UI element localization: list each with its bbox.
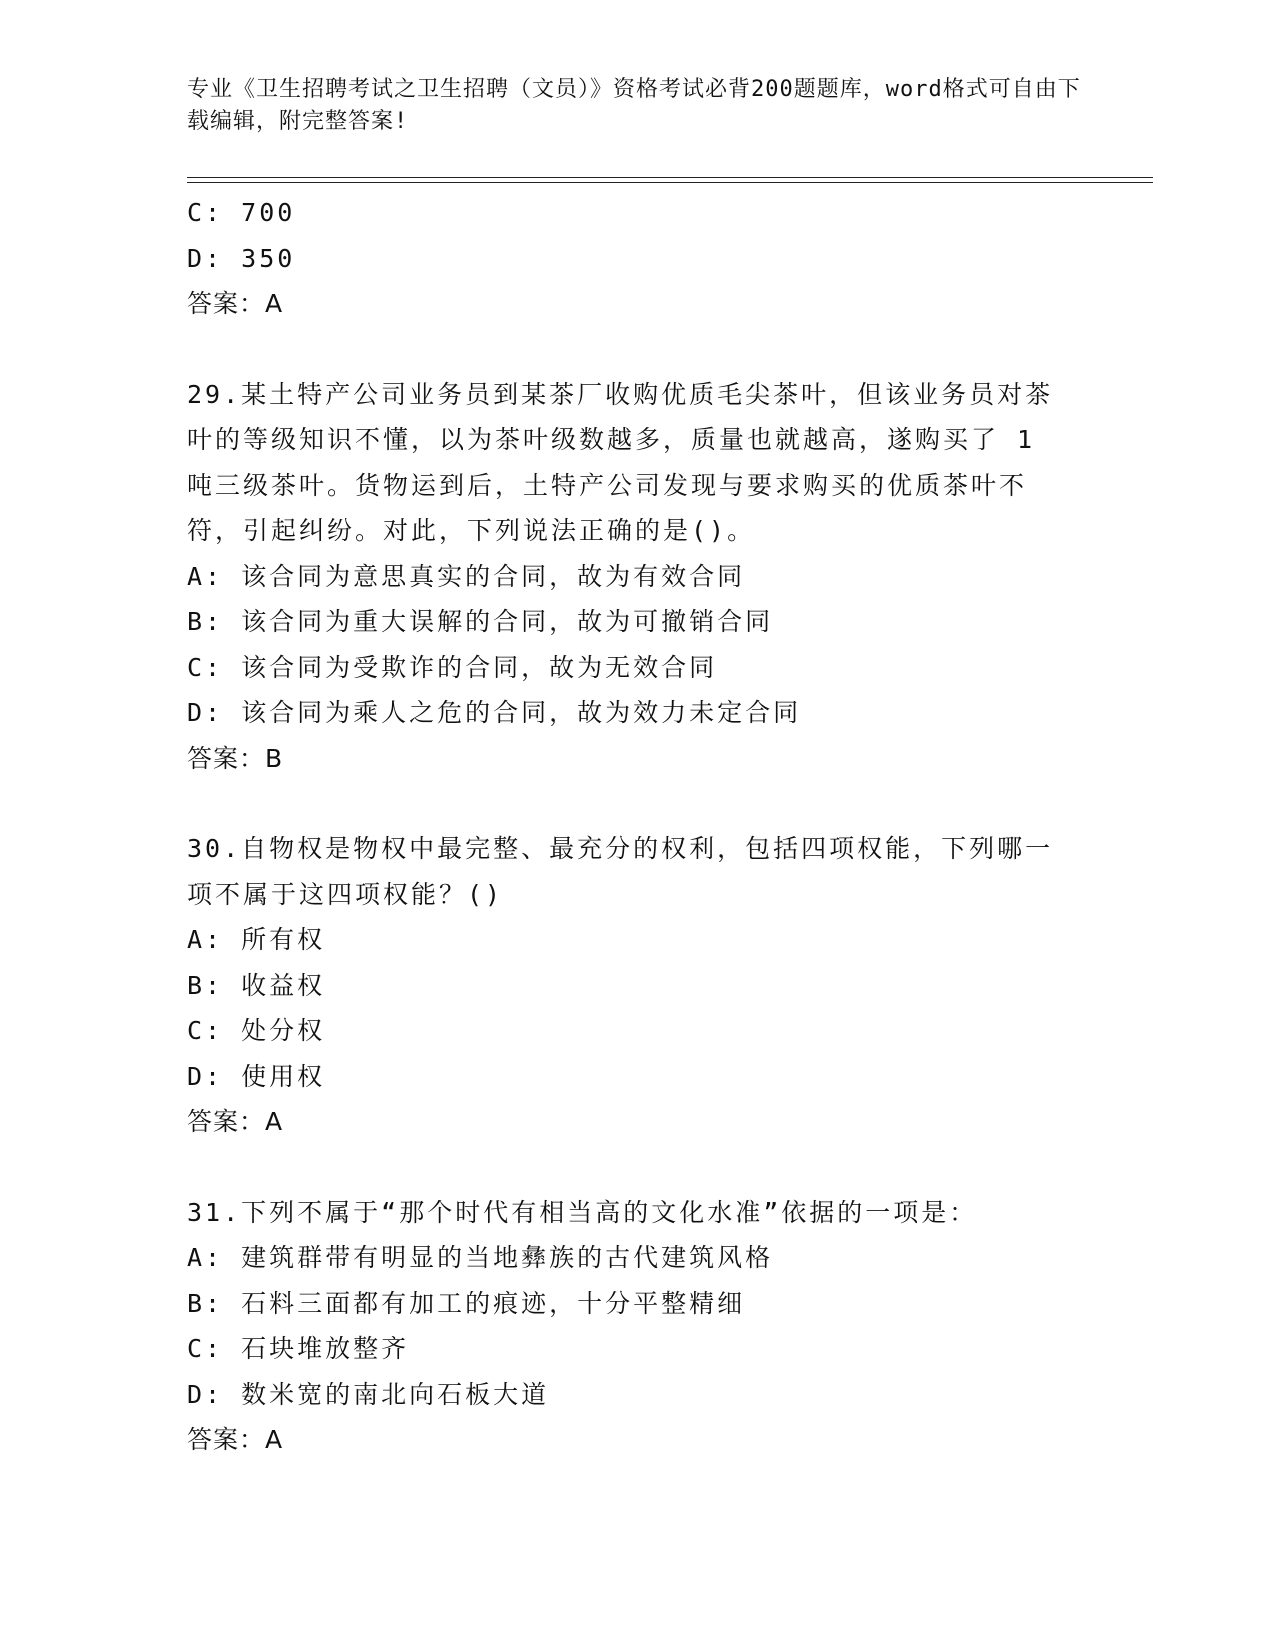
option-b: B: 该合同为重大误解的合同，故为可撤销合同	[187, 607, 774, 636]
spacer	[187, 781, 1087, 826]
option-c: C: 石块堆放整齐	[187, 1334, 410, 1363]
option-d: D: 使用权	[187, 1061, 326, 1091]
option-d: D: 350	[187, 243, 296, 273]
answer: 答案：A	[187, 1107, 284, 1136]
question-text-line: 29.某土特产公司业务员到某茶厂收购优质毛尖茶叶，但该业务员对茶	[187, 379, 1054, 409]
answer: 答案：A	[187, 289, 284, 318]
option-c: C: 该合同为受欺诈的合同，故为无效合同	[187, 652, 718, 682]
question-text-line: 吨三级茶叶。货物运到后，土特产公司发现与要求购买的优质茶叶不	[187, 470, 1028, 500]
question-28-tail	[187, 190, 1087, 327]
option-a: A: 该合同为意思真实的合同，故为有效合同	[187, 561, 746, 591]
question-text-line: 31.下列不属于“那个时代有相当高的文化水准”依据的一项是：	[187, 1197, 978, 1227]
spacer	[187, 327, 1087, 372]
question-text-line: 叶的等级知识不懂，以为茶叶级数越多，质量也就越高，遂购买了 1	[187, 425, 1036, 454]
question-text-line: 符，引起纠纷。对此，下列说法正确的是()。	[187, 516, 756, 545]
option-a: A: 建筑群带有明显的当地彝族的古代建筑风格	[187, 1243, 774, 1272]
document-body	[187, 190, 1087, 1463]
question-text-line: 30.自物权是物权中最完整、最充分的权利，包括四项权能，下列哪一	[187, 834, 1054, 863]
spacer	[187, 1145, 1087, 1190]
option-d: D: 数米宽的南北向石板大道	[187, 1379, 550, 1409]
header-rule-top	[187, 177, 1153, 178]
answer: 答案：A	[187, 1425, 284, 1454]
option-b: B: 石料三面都有加工的痕迹，十分平整精细	[187, 1288, 746, 1318]
question-29	[187, 372, 1087, 782]
answer: 答案：B	[187, 743, 284, 773]
option-d: D: 该合同为乘人之危的合同，故为效力未定合同	[187, 698, 802, 727]
option-b: B: 收益权	[187, 970, 326, 1000]
option-a: A: 所有权	[187, 925, 326, 954]
option-c: C: 700	[187, 198, 296, 227]
question-text-line: 项不属于这四项权能？()	[187, 879, 504, 909]
document-header: 专业《卫生招聘考试之卫生招聘（文员）》资格考试必背200题题库，word格式可自由下载编辑，附完整答案!	[187, 77, 1081, 134]
header-rule-bottom	[187, 182, 1153, 183]
question-30	[187, 826, 1087, 1145]
question-31	[187, 1190, 1087, 1463]
option-c: C: 处分权	[187, 1016, 326, 1045]
